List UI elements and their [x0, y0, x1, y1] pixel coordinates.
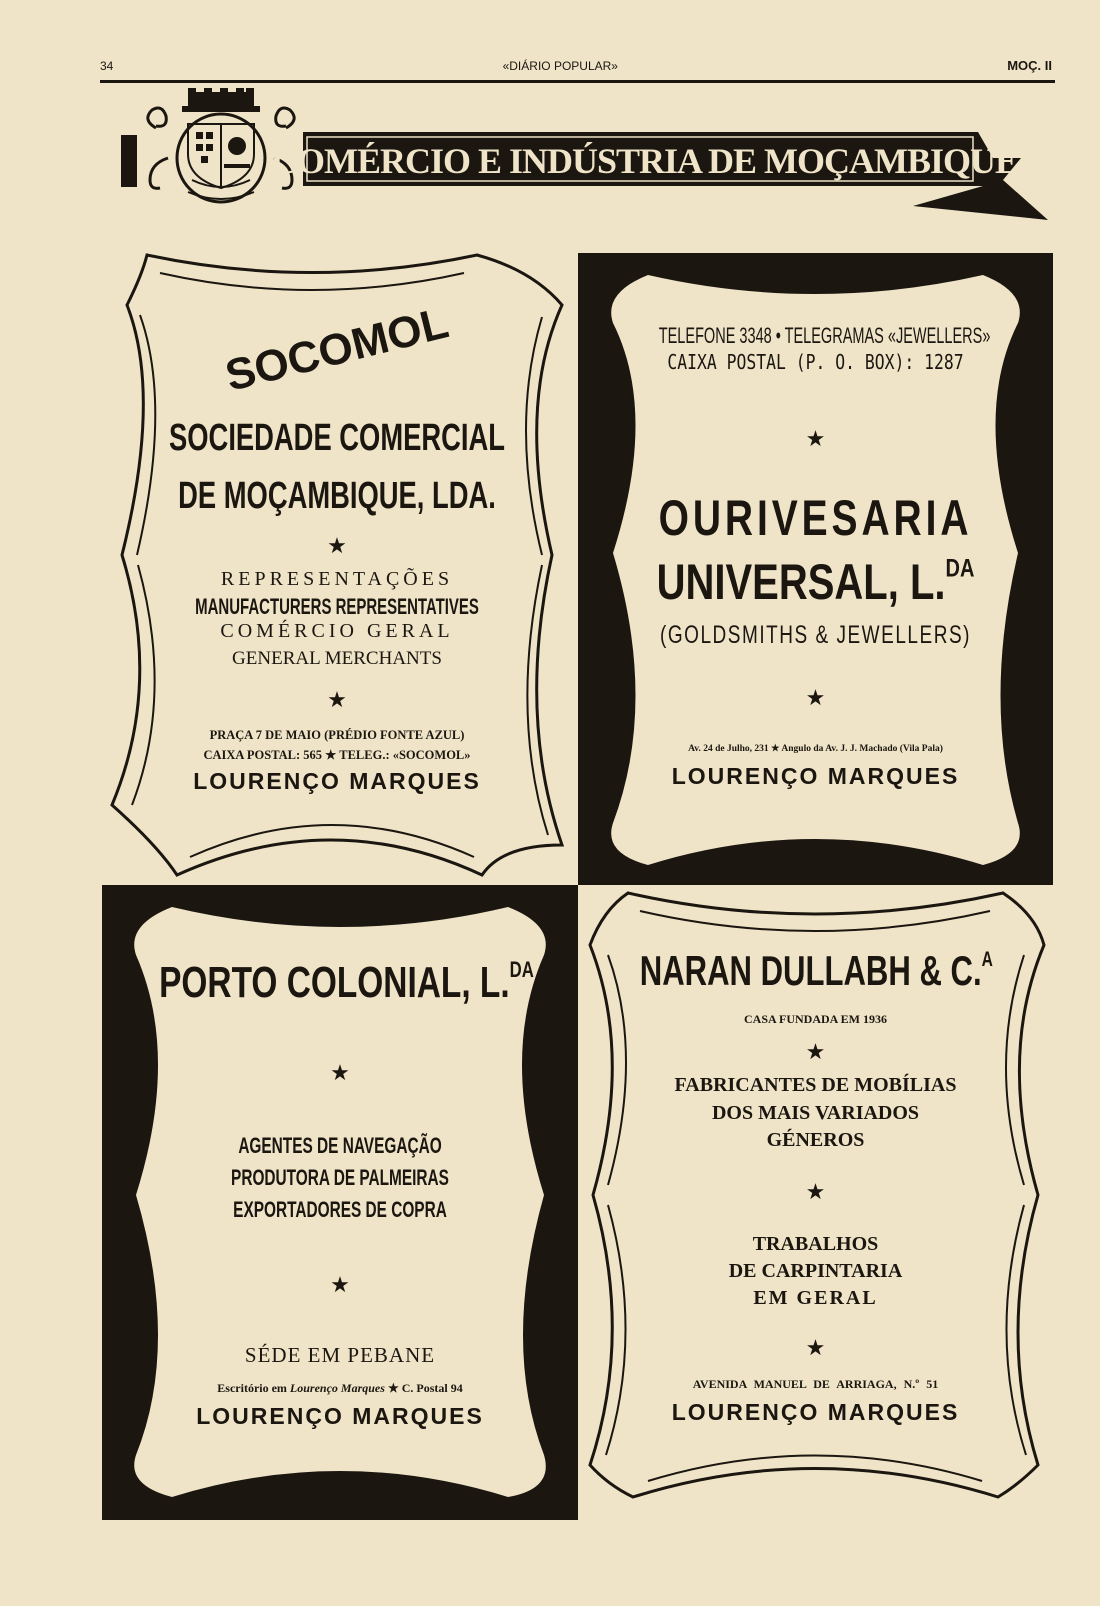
office-line: Escritório em Lourenço Marques ★ C. Postal 94 [217, 1381, 463, 1395]
works-line: TRABALHOS [752, 1233, 879, 1255]
product-line: FABRICANTES DE MOBÍLIAS [674, 1074, 957, 1096]
service-item: AGENTES DE NAVEGAÇÃO [238, 1133, 442, 1158]
company-name-line1: OURIVESARIA [658, 490, 973, 546]
company-name-line2: UNIVERSAL, L.$^{DA}$ [656, 554, 975, 610]
company-subtitle: (GOLDSMITHS & JEWELLERS) [660, 621, 971, 649]
star-divider: ★ [805, 1335, 826, 1360]
service-item: EXPORTADORES DE COPRA [233, 1197, 447, 1222]
star-divider: ★ [805, 426, 826, 451]
address-line: CAIXA POSTAL: 565 ★ TELEG.: «SOCOMOL» [203, 748, 471, 762]
company-name-line2: DE MOÇAMBIQUE, LDA. [178, 475, 496, 517]
star-divider: ★ [327, 533, 347, 558]
section-label: MOÇ. II [1007, 58, 1052, 73]
banner-bar [121, 135, 137, 187]
ad-ourivesaria [578, 253, 1053, 885]
star-divider: ★ [327, 687, 347, 712]
contact-line: TELEFONE 3348 • TELEGRAMAS «JEWELLERS» [658, 323, 991, 348]
socomol-logo: SOCOMOL [220, 298, 454, 401]
company-name: PORTO COLONIAL, L.$^{DA}$ [159, 957, 534, 1007]
service-item: REPRESENTAÇÕES [220, 568, 454, 590]
address-line: PRAÇA 7 DE MAIO (PRÉDIO FONTE AZUL) [209, 728, 465, 742]
product-line: GÉNEROS [766, 1129, 865, 1151]
city-name: LOURENÇO MARQUES [196, 1403, 484, 1429]
star-divider: ★ [805, 685, 826, 710]
founded-line: CASA FUNDADA EM 1936 [743, 1012, 887, 1026]
page-header [100, 58, 1052, 73]
star-divider: ★ [805, 1179, 826, 1204]
service-item: GENERAL MERCHANTS [232, 648, 442, 669]
banner-title: COMÉRCIO E INDÚSTRIA DE MOÇAMBIQUE [271, 141, 1019, 181]
service-item: COMÉRCIO GERAL [220, 620, 454, 642]
header-rule [100, 80, 1055, 83]
newspaper-name: «DIÁRIO POPULAR» [502, 59, 618, 73]
address-line: AVENIDA MANUEL DE ARRIAGA, N.º 51 [692, 1377, 939, 1391]
service-item: PRODUTORA DE PALMEIRAS [231, 1165, 449, 1190]
city-name: LOURENÇO MARQUES [671, 1399, 960, 1425]
service-item: MANUFACTURERS REPRESENTATIVES [195, 594, 479, 619]
ad-porto-colonial [102, 885, 578, 1520]
address-line: Av. 24 de Julho, 231 ★ Angulo da Av. J. J. Machado (Vila Pala) [688, 744, 943, 754]
seat-line: SÉDE EM PEBANE [244, 1343, 436, 1367]
company-name: NARAN DULLABH & C.$^A$ [639, 947, 993, 994]
ad-naran-dullabh [578, 885, 1053, 1505]
star-divider: ★ [330, 1060, 350, 1085]
product-line: DOS MAIS VARIADOS [711, 1102, 920, 1124]
company-name-line1: SOCIEDADE COMERCIAL [169, 417, 505, 459]
city-name: LOURENÇO MARQUES [193, 768, 481, 794]
ad-socomol [102, 245, 572, 885]
contact-line: CAIXA POSTAL (P. O. BOX): 1287 [667, 350, 964, 374]
city-name: LOURENÇO MARQUES [671, 763, 960, 789]
star-divider: ★ [805, 1039, 826, 1064]
page-number: 34 [100, 59, 114, 73]
works-line: EM GERAL [753, 1287, 878, 1309]
works-line: DE CARPINTARIA [728, 1260, 903, 1282]
star-divider: ★ [330, 1272, 350, 1297]
